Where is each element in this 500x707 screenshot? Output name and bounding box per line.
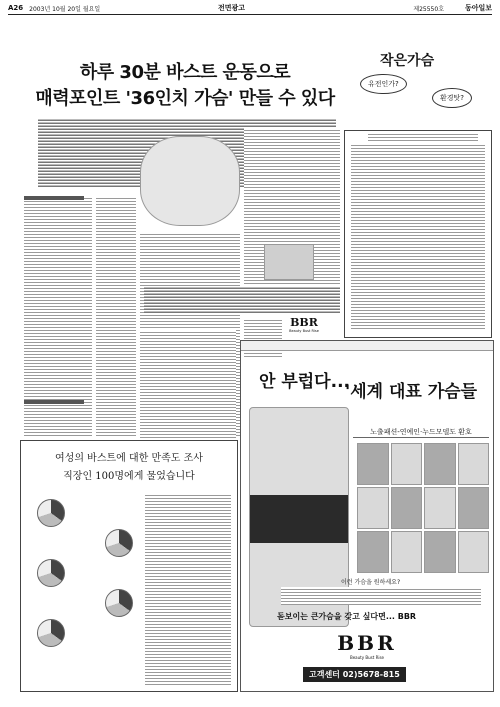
grid-photo (357, 531, 389, 573)
survey-subtitle: 직장인 100명에게 물었습니다 (63, 471, 195, 482)
qa-box (344, 130, 492, 338)
photo-grid (357, 443, 489, 573)
survey-pie-5 (105, 589, 133, 617)
ad-top-strip (241, 341, 493, 351)
survey-text (145, 493, 231, 685)
sidebar-title: 작은가슴 (380, 53, 435, 69)
edition-number: 제25550호 (413, 5, 444, 13)
bubble-hereditary: 유전인가? (360, 74, 407, 94)
ad-headline-1: 안 부럽다... (259, 372, 350, 392)
page-number: A26 (8, 4, 24, 12)
survey-pie-2 (37, 559, 65, 587)
qa-box-text (351, 143, 485, 331)
grid-photo (391, 531, 423, 573)
bbr-logo-small-brand: BBR (290, 316, 318, 329)
grid-photo (424, 531, 456, 573)
lower-left-text (140, 330, 236, 438)
grid-photo (357, 443, 389, 485)
article-column-2 (96, 196, 136, 436)
grid-photo (391, 443, 423, 485)
newspaper-name: 동아일보 (464, 4, 492, 12)
ad-phone: 고객센터 02)5678-815 (303, 667, 406, 682)
ad-banner: 노출패션-연예인·누드모델도 환호 (353, 427, 489, 438)
page-header (8, 3, 492, 13)
survey-pie-1 (37, 499, 65, 527)
ad-headline-2: '세계 대표 가슴들 (345, 382, 477, 402)
ad-body-text (281, 587, 481, 605)
subheading-1 (24, 196, 84, 200)
grid-photo (458, 531, 490, 573)
face-photo (140, 136, 240, 226)
survey-title: 여성의 바스트에 대한 만족도 조사 (55, 453, 203, 464)
ad-brand-sub: Beauty Bust Rise (349, 655, 385, 660)
bbr-logo-small-sub: Beauty Bust Rise (289, 329, 319, 333)
header-rule (8, 14, 492, 15)
grid-photo (424, 443, 456, 485)
survey-pie-4 (105, 529, 133, 557)
survey-pie-3 (37, 619, 65, 647)
section-name: 전면광고 (218, 4, 246, 12)
ad-slogan: 돋보이는 큰가슴을 갖고 싶다면... BBR (277, 612, 417, 621)
grid-photo (424, 487, 456, 529)
bbr-logo-small (284, 316, 324, 333)
grid-photo (458, 443, 490, 485)
grid-photo (391, 487, 423, 529)
middle-caption (144, 286, 340, 314)
bubble-environment: 환경탓? (432, 88, 472, 108)
survey-box (20, 440, 238, 692)
subheading-2 (24, 400, 84, 404)
issue-date: 2003년 10월 20일 월요일 (29, 5, 101, 13)
advertisement (240, 340, 494, 692)
sidebar-illustration (352, 48, 490, 130)
product-photo-small (264, 244, 314, 280)
headline-line-2: 매력포인트 '36인치 가슴' 만들 수 있다 (35, 88, 335, 109)
grid-photo (357, 487, 389, 529)
grid-photo (458, 487, 490, 529)
headline-line-1: 하루 30분 바스트 운동으로 (79, 62, 291, 83)
ad-question: 이런 가슴을 원하세요? (341, 579, 401, 586)
ad-brand: BBR (337, 631, 397, 655)
